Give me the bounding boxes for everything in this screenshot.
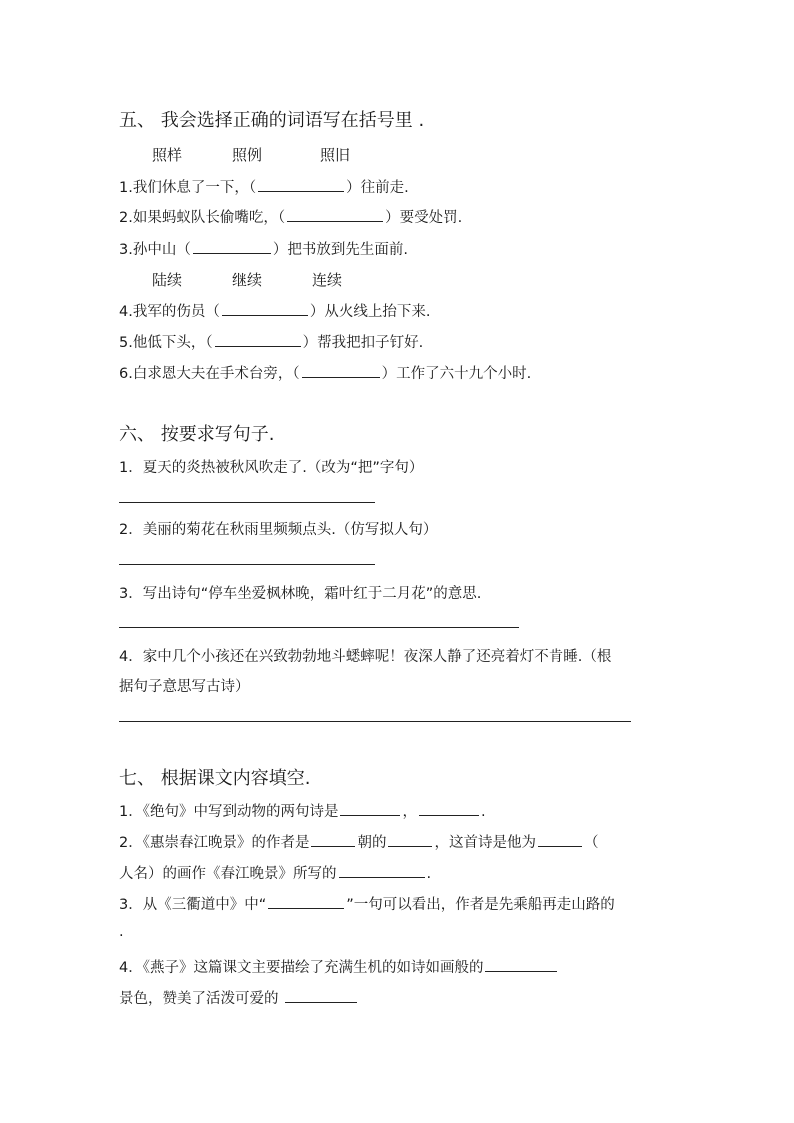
answer-line[interactable] [119, 627, 519, 628]
option-luxu: 陆续 [152, 271, 183, 289]
question-5-3: 3.孙中山（ ）把书放到先生面前. [119, 238, 408, 259]
question-5-1: 1.我们休息了一下，（ ）往前走. [119, 176, 409, 197]
answer-blank[interactable] [340, 800, 400, 816]
question-7-3-line2: . [119, 924, 124, 940]
option-jixu: 继续 [232, 271, 263, 289]
question-5-5: 5.他低下头，（ ）帮我把扣子钉好. [119, 331, 423, 352]
question-7-4-line1: 4．《燕子》这篇课文主要描绘了充满生机的如诗如画般的 [119, 956, 559, 977]
question-7-2-line2: 人名）的画作《春江晚景》所写的 . [119, 862, 431, 883]
question-5-6: 6.白求恩大夫在手术台旁，（ ）工作了六十九个小时. [119, 362, 531, 383]
question-7-1: 1．《绝句》中写到动物的两句诗是 ， . [119, 800, 486, 821]
answer-line[interactable] [119, 564, 375, 565]
answer-blank[interactable] [285, 987, 357, 1003]
option-zhaoli: 照例 [232, 146, 263, 164]
question-7-3-line1: 3．从《三衢道中》中“ ”一句可以看出，作者是先乘船再走山路的 [119, 893, 615, 914]
option-zhaoyang: 照样 [152, 146, 183, 164]
question-6-4-line2: 据句子意思写古诗） [119, 679, 250, 695]
answer-blank[interactable] [302, 362, 380, 378]
answer-blank[interactable] [215, 331, 301, 347]
option-zhaojiu: 照旧 [320, 146, 351, 164]
question-7-4-line2: 景色，赞美了活泼可爱的 [119, 987, 359, 1008]
question-5-4: 4.我军的伤员（ ）从火线上抬下来. [119, 300, 430, 321]
answer-blank[interactable] [419, 800, 479, 816]
answer-blank[interactable] [193, 238, 271, 254]
option-lianxu: 连续 [312, 271, 343, 289]
answer-blank[interactable] [258, 176, 344, 192]
question-7-2-line1: 2．《惠崇春江晚景》的作者是 朝的 ，这首诗是他为 （ [119, 831, 598, 852]
answer-blank[interactable] [538, 831, 582, 847]
section-6-title: 六、 按要求写句子. [119, 424, 275, 445]
answer-blank[interactable] [388, 831, 432, 847]
question-6-3: 3．写出诗句“停车坐爱枫林晚，霜叶红于二月花”的意思. [119, 586, 482, 602]
question-6-2: 2．美丽的菊花在秋雨里频频点头.（仿写拟人句） [119, 522, 438, 538]
answer-blank[interactable] [485, 956, 557, 972]
section-7-title: 七、 根据课文内容填空. [119, 768, 311, 789]
answer-line[interactable] [119, 502, 375, 503]
question-5-2: 2.如果蚂蚁队长偷嘴吃，（ ）要受处罚. [119, 206, 462, 227]
answer-blank[interactable] [311, 831, 355, 847]
section-5-title: 五、 我会选择正确的词语写在括号里 . [119, 110, 425, 131]
question-6-1: 1．夏天的炎热被秋风吹走了.（改为“把”字句） [119, 460, 424, 476]
answer-blank[interactable] [339, 862, 425, 878]
answer-blank[interactable] [287, 206, 383, 222]
answer-blank[interactable] [268, 893, 344, 909]
question-6-4-line1: 4．家中几个小孩还在兴致勃勃地斗蟋蟀呢！夜深人静了还亮着灯不肯睡.（根 [119, 649, 612, 665]
answer-line[interactable] [119, 721, 631, 722]
answer-blank[interactable] [222, 300, 308, 316]
